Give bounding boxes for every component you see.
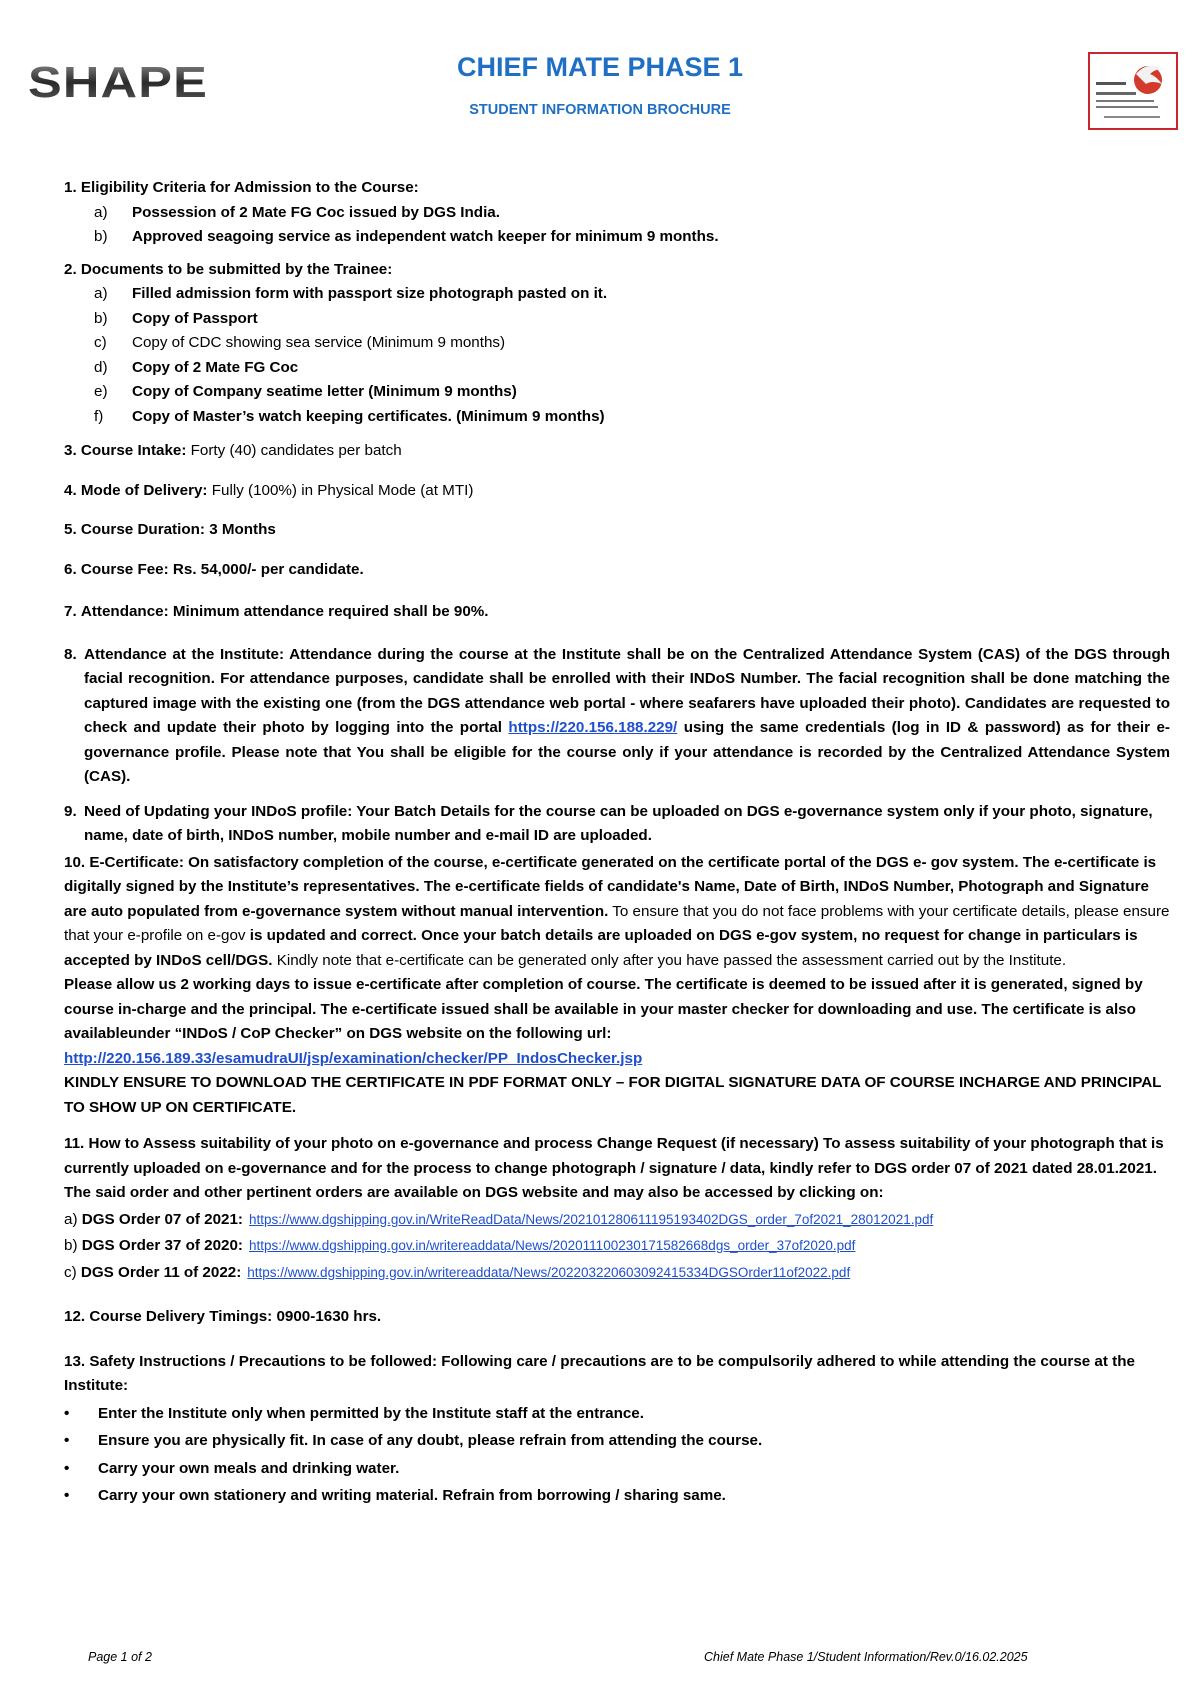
- bullet-icon: •: [64, 1487, 70, 1504]
- shape-logo: [26, 60, 212, 104]
- list-item: • Carry your own meals and drinking water.: [64, 1457, 1170, 1482]
- section-heading: Documents to be submitted by the Trainee:: [80, 260, 393, 278]
- brochure-body: [64, 176, 1170, 1509]
- section-intake: 3. Course Intake: Forty (40) candidates per batch: [64, 442, 402, 459]
- list-item: • Ensure you are physically fit. In case of any doubt, please refrain from attending the course.: [64, 1429, 1170, 1454]
- section-photo-suitability: 11. How to Assess suitability of your photo on e-governance and process Change Request (if necessary) To assess suitability of your photograph that is currently uploaded on e-governance and for the process to change photograph / signature / data, kindly refer to DGS order 07 of 2021 dated 28.01.2021. The said order and other pertinent orders are available on DGS website and may also be accessed by clicking on: a) DGS Order 07 of 2021: https://www.dgshipping.gov.in/WriteReadData/News/202101280611195193402DGS_order_7of2021_28012021.pdf b) DGS Order 37 of 2020: https://www.dgshipping.gov.in/writereaddata/News/202011100230171582668dgs_order_37of2020.pdf c) DGS Order 11 of 2022: https://www.dgshipping.gov.in/writereaddata/News/202203220603092415334DGSOrder11of2022.pdf: [64, 1132, 1170, 1285]
- bullet-icon: •: [64, 1432, 70, 1449]
- document-reference: Chief Mate Phase 1/Student Information/Rev.0/16.02.2025: [704, 1650, 1028, 1664]
- list-item: f) Copy of Master’s watch keeping certificates. (Minimum 9 months): [94, 407, 605, 425]
- section-duration: 5. Course Duration: 3 Months: [64, 521, 276, 538]
- page-number: Page 1 of 2: [88, 1650, 152, 1664]
- section-timings: 12. Course Delivery Timings: 0900-1630 hrs.: [64, 1308, 382, 1325]
- svg-text:SHAPE: SHAPE: [28, 60, 208, 104]
- page-subtitle: STUDENT INFORMATION BROCHURE: [469, 102, 731, 118]
- page-title: CHIEF MATE PHASE 1: [456, 52, 744, 82]
- order-link-row: a) DGS Order 07 of 2021: https://www.dgshipping.gov.in/WriteReadData/News/202101280611195193402DGS_order_7of2021_28012021.pdf: [64, 1208, 1170, 1233]
- list-item: a) Possession of 2 Mate FG Coc issued by DGS India.: [94, 203, 500, 221]
- cas-portal-link[interactable]: https://220.156.188.229/: [508, 719, 678, 736]
- bullet-icon: •: [64, 1404, 70, 1422]
- dgs-order-07-2021-link[interactable]: https://www.dgshipping.gov.in/WriteReadData/News/202101280611195193402DGS_order_7of2021_28012021.pdf: [248, 1211, 934, 1227]
- section-attendance-institute: 8. Attendance at the Institute: Attendance during the course at the Institute shall be on the Centralized Attendance System (CAS) of the DGS through facial recognition. For attendance purposes, candidate shall be enrolled with their INDoS Number. The facial recognition shall be done matching the captured image with the existing one (from the DGS attendance web portal - where seafarers have uploaded their photo). Candidates are requested to check and update their photo by logging into the portal https://220.156.188.229/ using the same credentials (log in ID & password) as for their e-governance profile. Please note that You shall be eligible for the course only if your attendance is recorded by the Centralized Attendance System (CAS).: [64, 645, 1170, 785]
- section-attendance: 7. Attendance: Minimum attendance required shall be 90%.: [64, 603, 489, 620]
- institute-seal-icon: [1088, 52, 1178, 130]
- list-item: b) Copy of Passport: [94, 309, 258, 327]
- list-item: e) Copy of Company seatime letter (Minimum 9 months): [94, 383, 517, 400]
- section-indos-profile: 9. Need of Updating your INDoS profile: Your Batch Details for the course can be uploaded on DGS e-governance system only if your photo, signature, name, date of birth, INDoS number, mobile number and e-mail ID are uploaded.: [64, 802, 1153, 844]
- section-fee: 6. Course Fee: Rs. 54,000/- per candidate.: [64, 560, 364, 578]
- indos-checker-link[interactable]: http://220.156.189.33/esamudraUI/jsp/examination/checker/PP_IndosChecker.jsp: [64, 1049, 643, 1067]
- section-eligibility: 1. Eligibility Criteria for Admission to the Course: a) Possession of 2 Mate FG Coc issued by DGS India. b) Approved seagoing service as independent watch keeper for minimum 9 months.: [64, 176, 1170, 250]
- section-heading: Eligibility Criteria for Admission to the Course:: [80, 179, 419, 196]
- list-item: d) Copy of 2 Mate FG Coc: [94, 358, 299, 376]
- section-safety: 13. Safety Instructions / Precautions to be followed: Following care / precautions are to be compulsorily adhered to while attending the course at the Institute: • Enter the Institute only when permitted by the Institute staff at the entrance. • Ensure you are physically fit. In case of any doubt, please refrain from attending the course. • Carry your own meals and drinking water. • Carry your own stationery and writing material. Refrain from borrowing / sharing same.: [64, 1350, 1170, 1509]
- list-item: c) Copy of CDC showing sea service (Minimum 9 months): [94, 334, 506, 351]
- section-documents: 2. Documents to be submitted by the Trainee: a) Filled admission form with passport size photograph pasted on it. b) Copy of Passport c) Copy of CDC showing sea service (Minimum 9 months) d) Copy of 2 Mate FG Coc e) Copy of Company seatime letter (Minimum 9 months) f) Copy of Master’s watch keeping certificates. (Minimum 9 months): [64, 258, 1170, 430]
- section-e-certificate: 10. E-Certificate: On satisfactory completion of the course, e-certificate generated on the certificate portal of the DGS e- gov system. The e-certificate is digitally signed by the Institute’s representatives. The e-certificate fields of candidate's Name, Date of Birth, INDoS Number, Photograph and Signature are auto populated from e-governance system without manual intervention. To ensure that you do not face problems with your certificate details, please ensure that your e-profile on e-gov is updated and correct. Once your batch details are uploaded on DGS e-gov system, no request for change in particulars is accepted by INDoS cell/DGS. Kindly note that e-certificate can be generated only after you have passed the assessment carried out by the Institute. Please allow us 2 working days to issue e-certificate after completion of course. The certificate is deemed to be issued after it is generated, signed by course in-charge and the principal. The e-certificate issued shall be available in your master checker for downloading and use. The certificate is also availableunder “INDoS / CoP Checker” on DGS website on the following url: http://220.156.189.33/esamudraUI/jsp/examination/checker/PP_IndosChecker.jsp KINDLY ENSURE TO DOWNLOAD THE CERTIFICATE IN PDF FORMAT ONLY – FOR DIGITAL SIGNATURE DATA OF COURSE INCHARGE AND PRINCIPAL TO SHOW UP ON CERTIFICATE.: [64, 851, 1170, 1121]
- download-notice: KINDLY ENSURE TO DOWNLOAD THE CERTIFICATE IN PDF FORMAT ONLY – FOR DIGITAL SIGNATURE DATA OF COURSE INCHARGE AND PRINCIPAL TO SHOW UP ON CERTIFICATE.: [64, 1074, 1162, 1116]
- list-item: • Enter the Institute only when permitted by the Institute staff at the entrance.: [64, 1402, 1170, 1427]
- dgs-order-37-2020-link[interactable]: https://www.dgshipping.gov.in/writereaddata/News/202011100230171582668dgs_order_37of2020.pdf: [248, 1238, 856, 1253]
- bullet-icon: •: [64, 1459, 70, 1477]
- dgs-order-11-2022-link[interactable]: https://www.dgshipping.gov.in/writereaddata/News/202203220603092415334DGSOrder11of2022.pdf: [247, 1264, 851, 1280]
- order-link-row: b) DGS Order 37 of 2020: https://www.dgshipping.gov.in/writereaddata/News/202011100230171582668dgs_order_37of2020.pdf: [64, 1234, 1170, 1259]
- list-item: a) Filled admission form with passport size photograph pasted on it.: [94, 285, 608, 302]
- list-item: b) Approved seagoing service as independent watch keeper for minimum 9 months.: [94, 228, 719, 245]
- section-delivery-mode: 4. Mode of Delivery: Fully (100%) in Physical Mode (at MTI): [64, 481, 474, 499]
- list-item: • Carry your own stationery and writing material. Refrain from borrowing / sharing same.: [64, 1484, 1170, 1509]
- order-link-row: c) DGS Order 11 of 2022: https://www.dgshipping.gov.in/writereaddata/News/202203220603092415334DGSOrder11of2022.pdf: [64, 1261, 1170, 1286]
